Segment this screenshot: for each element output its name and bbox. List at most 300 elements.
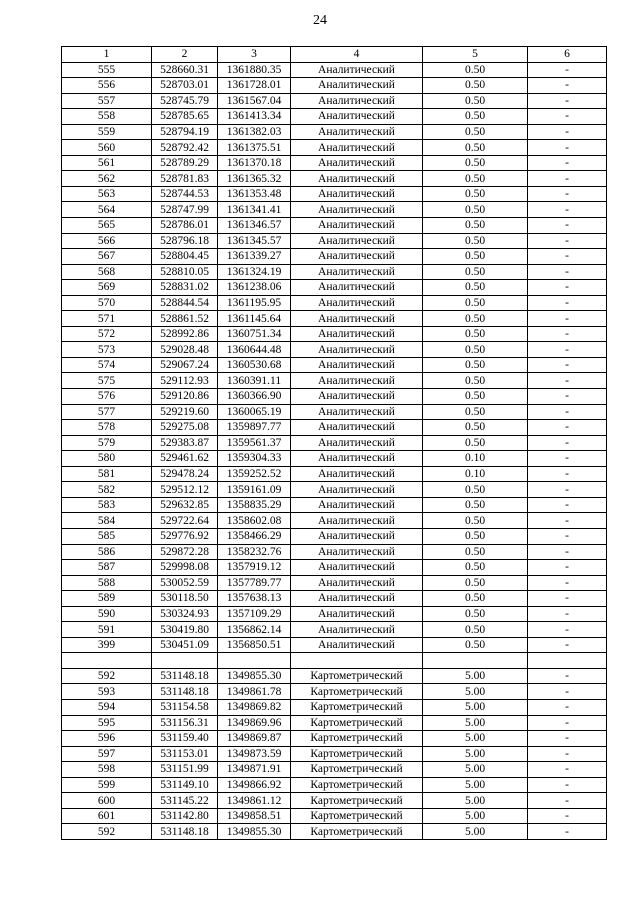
table-cell [423, 653, 528, 669]
table-row [62, 684, 607, 700]
table-cell: 5.00 [423, 684, 528, 700]
table-cell: Аналитический [291, 124, 423, 140]
table-cell: - [528, 124, 607, 140]
table-cell: 1361365.32 [218, 171, 291, 187]
table-cell: 1361382.03 [218, 124, 291, 140]
table-cell: 0.50 [423, 233, 528, 249]
table-cell: 564 [62, 202, 152, 218]
table-cell: 0.50 [423, 140, 528, 156]
table-cell: 557 [62, 93, 152, 109]
column-header: 1 [62, 47, 152, 63]
table-row [62, 731, 607, 747]
table-cell: 560 [62, 140, 152, 156]
table-cell: 531149.10 [152, 777, 218, 793]
table-cell: 0.10 [423, 466, 528, 482]
table-row [62, 420, 607, 436]
table-cell: - [528, 62, 607, 78]
table-cell: Аналитический [291, 93, 423, 109]
table-cell: 528796.18 [152, 233, 218, 249]
table-cell: Аналитический [291, 326, 423, 342]
table-cell: 598 [62, 762, 152, 778]
table-cell: 1361339.27 [218, 249, 291, 265]
table-cell: 597 [62, 746, 152, 762]
table-cell: 1358232.76 [218, 544, 291, 560]
table-cell: 5.00 [423, 793, 528, 809]
table-row [62, 653, 607, 669]
table-cell: 570 [62, 295, 152, 311]
table-cell: Картометрический [291, 715, 423, 731]
table-cell: 528810.05 [152, 264, 218, 280]
table-cell: 529067.24 [152, 357, 218, 373]
table-cell: Аналитический [291, 264, 423, 280]
table-cell: 528804.45 [152, 249, 218, 265]
table-cell: 5.00 [423, 699, 528, 715]
table-cell: - [528, 637, 607, 653]
table-cell: Аналитический [291, 466, 423, 482]
table-cell: 1356850.51 [218, 637, 291, 653]
table-header-row [62, 47, 607, 63]
table-cell: - [528, 295, 607, 311]
table-row [62, 155, 607, 171]
table-cell: - [528, 233, 607, 249]
table-cell: 1349866.92 [218, 777, 291, 793]
table-cell: - [528, 466, 607, 482]
table-row [62, 699, 607, 715]
table-cell: 566 [62, 233, 152, 249]
table-cell [528, 653, 607, 669]
table-cell: Аналитический [291, 528, 423, 544]
table-cell: 591 [62, 622, 152, 638]
table-cell: - [528, 497, 607, 513]
table-cell: 0.50 [423, 404, 528, 420]
table-cell: 530451.09 [152, 637, 218, 653]
table-cell: 1349861.12 [218, 793, 291, 809]
table-cell: 575 [62, 373, 152, 389]
table-row [62, 606, 607, 622]
table-cell: 528786.01 [152, 218, 218, 234]
table-cell: Аналитический [291, 62, 423, 78]
table-cell: 1359161.09 [218, 482, 291, 498]
table-cell: 0.50 [423, 528, 528, 544]
table-cell: 1361413.34 [218, 109, 291, 125]
table-cell: 0.50 [423, 202, 528, 218]
table-cell: 1361345.57 [218, 233, 291, 249]
table-cell: Аналитический [291, 78, 423, 94]
table-cell: 1361324.19 [218, 264, 291, 280]
table-cell: - [528, 155, 607, 171]
table-cell: 0.50 [423, 264, 528, 280]
table-cell: - [528, 264, 607, 280]
table-cell: Аналитический [291, 560, 423, 576]
table-cell: 561 [62, 155, 152, 171]
table-cell: 0.50 [423, 591, 528, 607]
table-row [62, 715, 607, 731]
table-cell: 555 [62, 62, 152, 78]
table-cell: 573 [62, 342, 152, 358]
table-cell: Аналитический [291, 482, 423, 498]
table-cell: 528745.79 [152, 93, 218, 109]
table-cell: 1361145.64 [218, 311, 291, 327]
table-cell: 528794.19 [152, 124, 218, 140]
table-cell: 592 [62, 824, 152, 840]
table-cell: 528844.54 [152, 295, 218, 311]
coordinates-table [61, 46, 607, 840]
table-cell: 531154.58 [152, 699, 218, 715]
table-cell: 582 [62, 482, 152, 498]
table-cell: 531156.31 [152, 715, 218, 731]
table-cell: - [528, 357, 607, 373]
table-cell: 596 [62, 731, 152, 747]
table-cell: 5.00 [423, 824, 528, 840]
table-cell: 0.50 [423, 513, 528, 529]
table-cell: 1360366.90 [218, 389, 291, 405]
table-cell: 1361346.57 [218, 218, 291, 234]
table-cell: 528781.83 [152, 171, 218, 187]
table-cell: 1357109.29 [218, 606, 291, 622]
table-cell: 1359561.37 [218, 435, 291, 451]
table-cell: Аналитический [291, 140, 423, 156]
table-cell: 529512.12 [152, 482, 218, 498]
table-row [62, 186, 607, 202]
table-cell: 0.50 [423, 637, 528, 653]
table-cell: - [528, 777, 607, 793]
table-cell: - [528, 606, 607, 622]
table-row [62, 497, 607, 513]
table-cell [152, 653, 218, 669]
table-row [62, 466, 607, 482]
table-cell: Картометрический [291, 762, 423, 778]
table-cell: 1357789.77 [218, 575, 291, 591]
table-cell: - [528, 109, 607, 125]
table-cell: - [528, 528, 607, 544]
table-row [62, 140, 607, 156]
table-cell: 528747.99 [152, 202, 218, 218]
table-cell: 5.00 [423, 762, 528, 778]
table-cell: 1361567.04 [218, 93, 291, 109]
table-cell: 589 [62, 591, 152, 607]
table-cell: 585 [62, 528, 152, 544]
table-cell: 572 [62, 326, 152, 342]
table-cell: 1359252.52 [218, 466, 291, 482]
table-cell [218, 653, 291, 669]
table-cell: 571 [62, 311, 152, 327]
table-cell: 556 [62, 78, 152, 94]
table-cell: Аналитический [291, 513, 423, 529]
table-row [62, 404, 607, 420]
table-cell: 1360751.34 [218, 326, 291, 342]
table-cell: - [528, 482, 607, 498]
table-cell: 0.50 [423, 497, 528, 513]
table-cell: - [528, 793, 607, 809]
table-cell: 0.50 [423, 62, 528, 78]
table-cell: 1361195.95 [218, 295, 291, 311]
table-cell: - [528, 311, 607, 327]
table-cell: 528785.65 [152, 109, 218, 125]
table-cell: 593 [62, 684, 152, 700]
table-cell: 529219.60 [152, 404, 218, 420]
table-cell: 528789.29 [152, 155, 218, 171]
table-cell: 1358835.29 [218, 497, 291, 513]
table-cell: 529275.08 [152, 420, 218, 436]
table-cell: - [528, 808, 607, 824]
table-cell: 530419.80 [152, 622, 218, 638]
table-row [62, 668, 607, 684]
table-cell: 584 [62, 513, 152, 529]
table-cell: - [528, 404, 607, 420]
table-cell: 0.50 [423, 280, 528, 296]
table-cell: 529120.86 [152, 389, 218, 405]
table-cell: - [528, 762, 607, 778]
table-cell: Аналитический [291, 295, 423, 311]
table-row [62, 389, 607, 405]
table-cell: Аналитический [291, 622, 423, 638]
table-row [62, 528, 607, 544]
table-cell: 1357919.12 [218, 560, 291, 576]
table-cell: 531153.01 [152, 746, 218, 762]
table-cell: 1357638.13 [218, 591, 291, 607]
table-row [62, 311, 607, 327]
table-row [62, 575, 607, 591]
table-cell: 529028.48 [152, 342, 218, 358]
table-cell: Аналитический [291, 202, 423, 218]
table-cell: 1360065.19 [218, 404, 291, 420]
table-cell: 0.50 [423, 435, 528, 451]
table-row [62, 451, 607, 467]
table-cell: Аналитический [291, 186, 423, 202]
table-cell: 1361370.18 [218, 155, 291, 171]
table-cell: 528744.53 [152, 186, 218, 202]
table-cell: 529461.62 [152, 451, 218, 467]
table-row [62, 544, 607, 560]
table-row [62, 793, 607, 809]
table-cell: 1361375.51 [218, 140, 291, 156]
table-cell: Аналитический [291, 389, 423, 405]
table-cell: 529632.85 [152, 497, 218, 513]
table-cell: 528703.01 [152, 78, 218, 94]
table-cell: 0.50 [423, 218, 528, 234]
table-cell: 1361238.06 [218, 280, 291, 296]
table-cell: 531145.22 [152, 793, 218, 809]
table-cell: 1349855.30 [218, 824, 291, 840]
table-cell: 5.00 [423, 746, 528, 762]
table-cell: 0.50 [423, 606, 528, 622]
table-cell: Аналитический [291, 342, 423, 358]
table-cell: 579 [62, 435, 152, 451]
table-cell: Аналитический [291, 404, 423, 420]
table-cell: 574 [62, 357, 152, 373]
table-cell: 529872.28 [152, 544, 218, 560]
table-cell: 529722.64 [152, 513, 218, 529]
table-cell: Аналитический [291, 218, 423, 234]
table-cell: 528861.52 [152, 311, 218, 327]
table-cell: 588 [62, 575, 152, 591]
table-cell: Аналитический [291, 171, 423, 187]
table-cell: - [528, 218, 607, 234]
table-cell: Аналитический [291, 497, 423, 513]
table-cell: 1361880.35 [218, 62, 291, 78]
table-cell: 528831.02 [152, 280, 218, 296]
table-cell: 562 [62, 171, 152, 187]
table-row [62, 746, 607, 762]
table-cell: 1360530.68 [218, 357, 291, 373]
table-cell: Аналитический [291, 280, 423, 296]
table-cell: Картометрический [291, 731, 423, 747]
table-row [62, 342, 607, 358]
table-row [62, 622, 607, 638]
table-cell: 558 [62, 109, 152, 125]
table-cell: Картометрический [291, 699, 423, 715]
table-cell: 559 [62, 124, 152, 140]
table-cell: 0.50 [423, 622, 528, 638]
table-cell [291, 653, 423, 669]
table-cell: 530118.50 [152, 591, 218, 607]
table-cell: - [528, 389, 607, 405]
table-cell: 1360644.48 [218, 342, 291, 358]
table-cell: 0.50 [423, 342, 528, 358]
table-cell: Аналитический [291, 233, 423, 249]
table-row [62, 233, 607, 249]
table-row [62, 280, 607, 296]
table-cell: 1349869.96 [218, 715, 291, 731]
table-cell: 0.50 [423, 357, 528, 373]
column-header: 6 [528, 47, 607, 63]
table-row [62, 357, 607, 373]
table-cell: - [528, 684, 607, 700]
table-row [62, 637, 607, 653]
table-row [62, 513, 607, 529]
table-row [62, 326, 607, 342]
table-cell: Аналитический [291, 249, 423, 265]
table-cell: 529383.87 [152, 435, 218, 451]
table-row [62, 373, 607, 389]
table-cell: 0.50 [423, 249, 528, 265]
table-cell: - [528, 326, 607, 342]
table-row [62, 560, 607, 576]
table-cell: 531159.40 [152, 731, 218, 747]
table-cell: 531148.18 [152, 668, 218, 684]
table-cell: - [528, 560, 607, 576]
table-cell: 1349869.82 [218, 699, 291, 715]
table-cell: - [528, 171, 607, 187]
table-cell: - [528, 202, 607, 218]
table-row [62, 218, 607, 234]
table-cell: 1349873.59 [218, 746, 291, 762]
table-cell: - [528, 342, 607, 358]
table-cell: 0.50 [423, 560, 528, 576]
table-cell: 1349858.51 [218, 808, 291, 824]
table-cell: 530324.93 [152, 606, 218, 622]
table-cell: 0.50 [423, 575, 528, 591]
table-row [62, 109, 607, 125]
table-cell: - [528, 668, 607, 684]
table-cell: 577 [62, 404, 152, 420]
table-cell: 0.50 [423, 373, 528, 389]
table-cell: 529776.92 [152, 528, 218, 544]
table-cell: Аналитический [291, 155, 423, 171]
table-cell: 587 [62, 560, 152, 576]
table-row [62, 124, 607, 140]
table-cell: Картометрический [291, 746, 423, 762]
table-cell: 529478.24 [152, 466, 218, 482]
table-cell: 528992.86 [152, 326, 218, 342]
table-cell: 531151.99 [152, 762, 218, 778]
table-cell: 528660.31 [152, 62, 218, 78]
table-cell: - [528, 746, 607, 762]
table-cell: 0.50 [423, 93, 528, 109]
table-cell: 1361341.41 [218, 202, 291, 218]
table-cell: 1359304.33 [218, 451, 291, 467]
table-cell: 1360391.11 [218, 373, 291, 389]
table-cell: Картометрический [291, 808, 423, 824]
table-cell: Аналитический [291, 637, 423, 653]
table-cell: Картометрический [291, 684, 423, 700]
table-cell: 1358602.08 [218, 513, 291, 529]
table-cell: 0.50 [423, 482, 528, 498]
table-cell: 0.50 [423, 78, 528, 94]
table-cell: - [528, 715, 607, 731]
table-row [62, 435, 607, 451]
table-cell: 529112.93 [152, 373, 218, 389]
table-cell: - [528, 78, 607, 94]
table-cell: - [528, 622, 607, 638]
table-row [62, 482, 607, 498]
table-cell: 563 [62, 186, 152, 202]
table-cell: 601 [62, 808, 152, 824]
table-cell: 0.50 [423, 124, 528, 140]
table-cell: Аналитический [291, 451, 423, 467]
table-cell: 578 [62, 420, 152, 436]
table-cell: - [528, 420, 607, 436]
table-cell: 399 [62, 637, 152, 653]
table-cell: 0.50 [423, 311, 528, 327]
table-cell: 590 [62, 606, 152, 622]
table-row [62, 202, 607, 218]
table-cell: 0.50 [423, 186, 528, 202]
table-cell: 531148.18 [152, 824, 218, 840]
table-cell: Аналитический [291, 311, 423, 327]
table-row [62, 78, 607, 94]
table-cell: 1359897.77 [218, 420, 291, 436]
table-cell: 5.00 [423, 731, 528, 747]
table-cell: 0.10 [423, 451, 528, 467]
table-cell: Картометрический [291, 668, 423, 684]
table-cell: - [528, 280, 607, 296]
table-cell: 1349861.78 [218, 684, 291, 700]
table-cell: Аналитический [291, 373, 423, 389]
table-cell: 595 [62, 715, 152, 731]
table-cell: - [528, 731, 607, 747]
table-cell: - [528, 575, 607, 591]
table-cell: 581 [62, 466, 152, 482]
table-cell: 5.00 [423, 668, 528, 684]
table-row [62, 171, 607, 187]
table-row [62, 264, 607, 280]
table-row [62, 808, 607, 824]
column-header: 3 [218, 47, 291, 63]
table-cell: Картометрический [291, 777, 423, 793]
table-row [62, 591, 607, 607]
table-cell: - [528, 591, 607, 607]
table-cell: 586 [62, 544, 152, 560]
column-header: 4 [291, 47, 423, 63]
table-cell: Аналитический [291, 544, 423, 560]
table-cell: - [528, 513, 607, 529]
table-cell: - [528, 824, 607, 840]
table-cell: 0.50 [423, 389, 528, 405]
table-cell: 580 [62, 451, 152, 467]
table-cell: Картометрический [291, 793, 423, 809]
table-cell: 531148.18 [152, 684, 218, 700]
